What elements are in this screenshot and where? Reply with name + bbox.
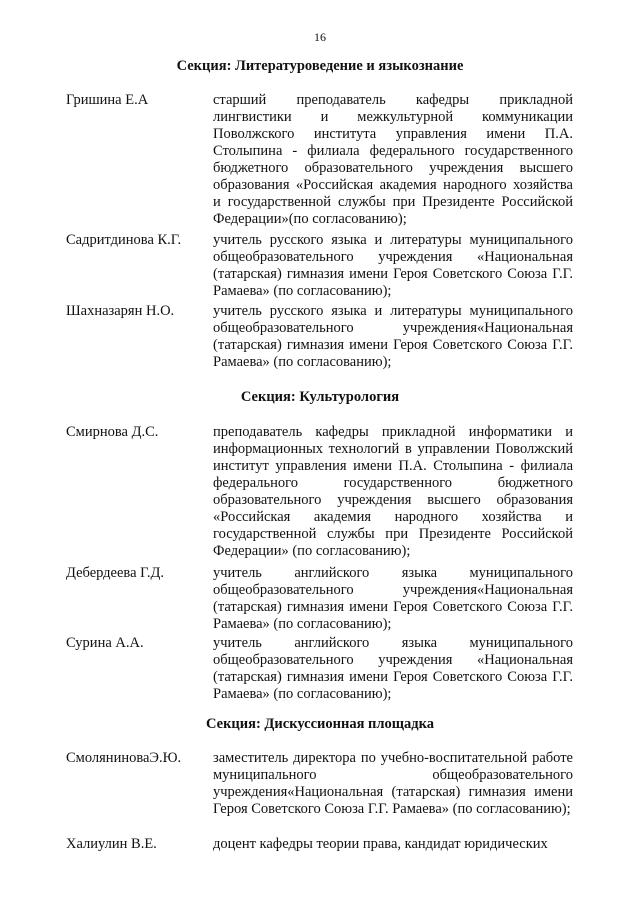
member-description: заместитель директора по учебно-воспитательной работе муниципального общеобразовательного учреждения«Национальная (татарская) гимназия имени Героя Советского Союза Г.Г. Рамаева» (по согласованию); [213,750,573,817]
member-description: учитель русского языка и литературы муниципального общеобразовательного учреждения «Национальная (татарская) гимназия имени Героя Советского Союза Г.Г. Рамаева» (по согласованию); [213,232,573,299]
member-name: Шахназарян Н.О. [66,303,175,319]
member-description: доцент кафедры теории права, кандидат юридических [213,836,548,852]
member-name: Гришина Е.А [66,92,149,108]
member-description: старший преподаватель кафедры прикладной лингвистики и межкультурной коммуникации Поволжского института управления имени П.А. Столыпина - филиала федерального государственного бюджетного образовательного учреждения высшего образования «Российская академия народного хозяйства и государственной службы при Президенте Российской Федерации»(по согласованию); [213,92,573,227]
member-description: учитель английского языка муниципального общеобразовательного учреждения «Национальная (татарская) гимназия имени Героя Советского Союза Г.Г. Рамаева» (по согласованию); [213,635,573,702]
member-name: СмоляниноваЭ.Ю. [66,750,182,766]
section-title-culturology: Секция: Культурология [240,389,400,405]
member-description: учитель английского языка муниципального общеобразовательного учреждения«Национальная (татарская) гимназия имени Героя Советского Союза Г.Г. Рамаева» (по согласованию); [213,565,573,632]
member-name: Садритдинова К.Г. [66,232,182,248]
member-name: Халиулин В.Е. [66,836,157,852]
member-name: Смирнова Д.С. [66,424,159,440]
member-name: Сурина А.А. [66,635,144,651]
section-title-discussion: Секция: Дискуссионная площадка [205,716,435,732]
member-description: преподаватель кафедры прикладной информатики и информационных технологий в управлении Поволжский институт управления имени П.А. Столыпина - филиала федерального государственного бюджетного образовательного учреждения высшего образования «Российская академия народного хозяйства и государственной службы при Президенте Российской Федерации» (по согласованию); [213,424,573,559]
member-description: учитель русского языка и литературы муниципального общеобразовательного учреждения«Национальная (татарская) гимназия имени Героя Советского Союза Г.Г. Рамаева» (по согласованию); [213,303,573,370]
member-name: Дебердеева Г.Д. [66,565,165,581]
section-title-literature: Секция: Литературоведение и языкознание [176,58,464,74]
page-number: 16 [314,30,326,44]
